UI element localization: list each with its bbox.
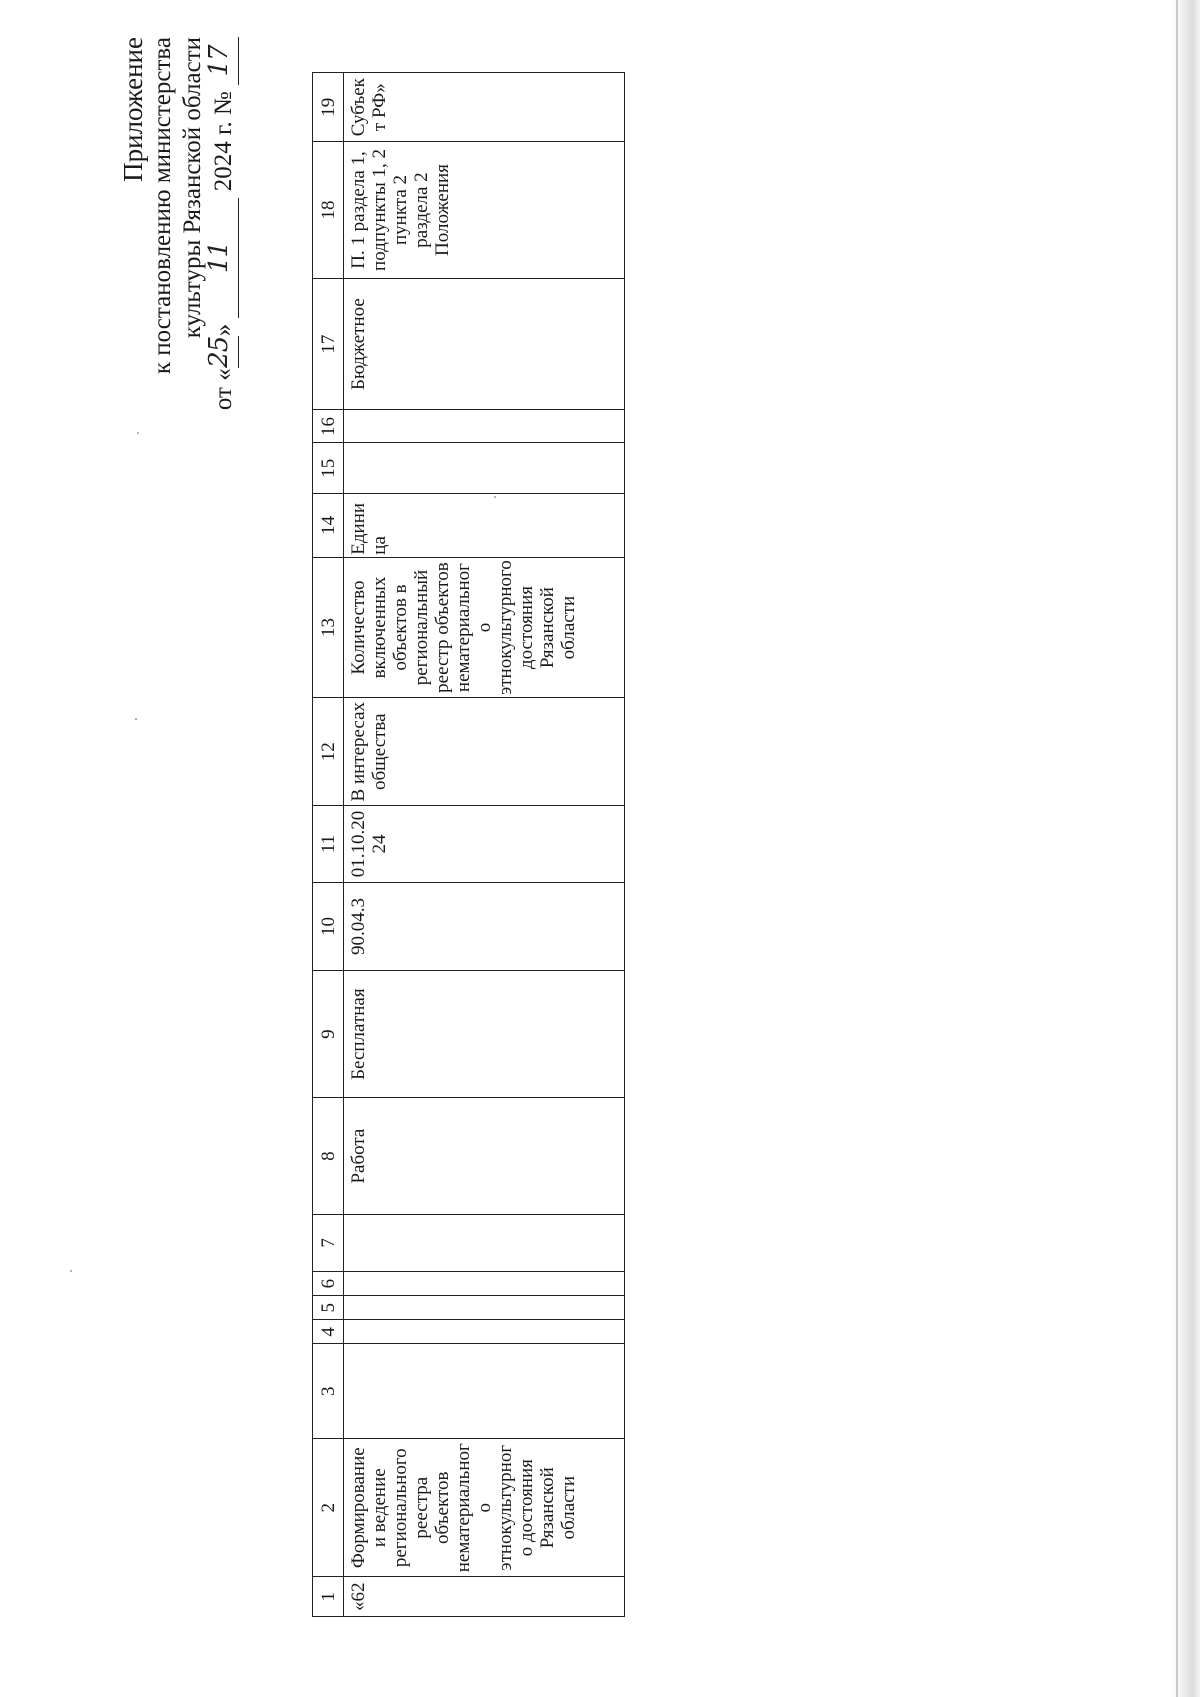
cell-work-name: Формирование и ведение регионального реестра объектов нематериального этнокультурного достояния Рязанской области (344, 1439, 625, 1577)
column-number: 17 (313, 278, 344, 410)
column-number: 14 (313, 493, 344, 557)
column-number: 8 (313, 1098, 344, 1214)
date-month-field (204, 198, 239, 318)
column-number: 16 (313, 410, 344, 443)
cell-legal-basis: П. 1 раздела 1, подпункты 1, 2 пункта 2 раздела 2 Положения (344, 142, 625, 278)
cell-payment: Бесплатная (344, 970, 625, 1097)
column-number: 4 (313, 1320, 344, 1344)
cell-col-3 (344, 1344, 625, 1439)
column-number: 3 (313, 1344, 344, 1439)
document-number-handwritten: 17 (204, 45, 234, 77)
column-number: 18 (313, 142, 344, 278)
cell-interests: В интересах общества (344, 698, 625, 806)
document-number-field (204, 37, 239, 85)
date-mid: » (210, 323, 237, 337)
cell-unit: Единица (344, 493, 625, 557)
column-number: 19 (313, 73, 344, 142)
cell-col-7 (344, 1214, 625, 1271)
cell-type: Работа (344, 1098, 625, 1214)
cell-row-number: «62 (344, 1577, 625, 1617)
cell-col-5 (344, 1296, 625, 1320)
column-number: 2 (313, 1439, 344, 1577)
cell-col-15 (344, 443, 625, 494)
header-line-ministry: к постановлению министерства (149, 37, 176, 375)
cell-col-4 (344, 1320, 625, 1344)
column-number: 15 (313, 443, 344, 494)
appendix-title: Приложение (118, 37, 148, 182)
header-date-line (204, 37, 239, 517)
column-number: 13 (313, 557, 344, 698)
cell-indicator: Количество включенных объектов в региональный реестр объектов нематериального этнокультурного достояния Рязанской области (344, 557, 625, 698)
header-line-region: культуры Рязанской области (179, 37, 206, 339)
column-number: 11 (313, 806, 344, 883)
column-number-row (313, 73, 344, 1617)
cell-col-6 (344, 1271, 625, 1295)
document-header (118, 37, 239, 517)
column-number: 1 (313, 1577, 344, 1617)
cell-level: Субъект РФ» (344, 73, 625, 142)
column-number: 6 (313, 1271, 344, 1295)
date-day-field (204, 336, 239, 368)
cell-okved-code: 90.04.3 (344, 882, 625, 970)
column-number: 9 (313, 970, 344, 1097)
table-row (344, 73, 625, 1617)
registry-table (312, 72, 625, 1617)
date-day-handwritten: 25 (204, 336, 234, 368)
date-month-handwritten: 11 (204, 242, 234, 274)
column-number: 5 (313, 1296, 344, 1320)
date-prefix: от « (210, 368, 237, 411)
column-number: 10 (313, 882, 344, 970)
cell-date: 01.10.2024 (344, 806, 625, 883)
column-number: 7 (313, 1214, 344, 1271)
date-year-text: 2024 г. № (210, 91, 237, 192)
cell-col-16 (344, 410, 625, 443)
cell-institution-type: Бюджетное (344, 278, 625, 410)
column-number: 12 (313, 698, 344, 806)
